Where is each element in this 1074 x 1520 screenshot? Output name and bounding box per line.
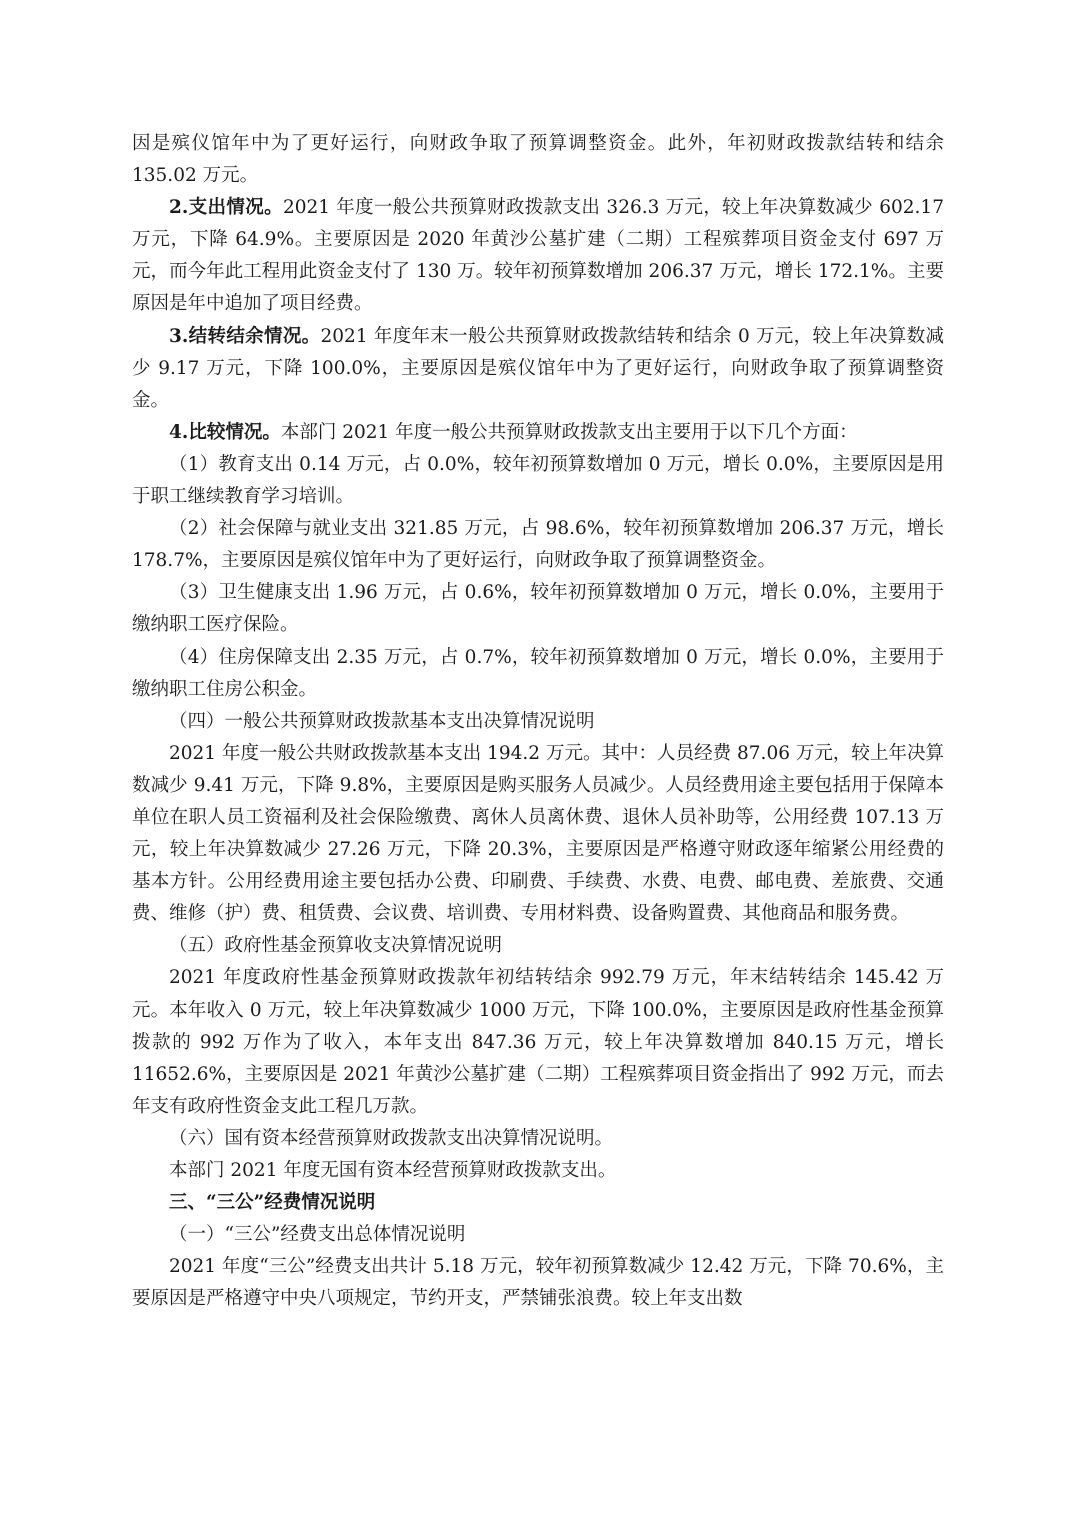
section-heading-basic-expenditure xyxy=(132,706,944,738)
paragraph-text: 本部门 2021 年度一般公共预算财政拨款支出主要用于以下几个方面： xyxy=(280,421,858,443)
document-page xyxy=(132,128,944,1315)
paragraph-lead: 三、“三公”经费情况说明 xyxy=(169,1192,376,1214)
paragraph-basic-expenditure xyxy=(132,738,944,931)
paragraph-text: 2021 年度一般公共预算财政拨款支出 326.3 万元，较上年决算数减少 602.17 万元，下降 64.9%。主要原因是 2020 年黄沙公墓扩建（二期）工程殡葬项目资金支付 697 万元，而今年此工程用此资金支付了 130 万。较年初预算数增加 206.37 万元，增长 172.1%。主要原因是年中追加了项目经费。 xyxy=(132,197,944,315)
paragraph-item-health xyxy=(132,577,944,641)
paragraph-text: （五）政府性基金预算收支决算情况说明 xyxy=(169,935,503,957)
paragraph-item-housing xyxy=(132,642,944,706)
paragraph-lead: 2.支出情况。 xyxy=(169,197,283,219)
paragraph-text: 2021 年度“三公”经费支出共计 5.18 万元，较年初预算数减少 12.42 万元，下降 70.6%，主要原因是严格遵守中央八项规定，节约开支，严禁铺张浪费。较上年支出数 xyxy=(132,1256,944,1310)
paragraph-text: 因是殡仪馆年中为了更好运行，向财政争取了预算调整资金。此外，年初财政拨款结转和结余 135.02 万元。 xyxy=(132,133,944,187)
paragraph-text: 2021 年度政府性基金预算财政拨款年初结转结余 992.79 万元，年末结转结余 145.42 万元。本年收入 0 万元，较上年决算数减少 1000 万元，下降 100.0%，主要原因是政府性基金预算拨款的 992 万作为了收入，本年支出 847.36 万元，较上年决算数增加 840.15 万元，增长 11652.6%，主要原因是 2021 年黄沙公墓扩建（二期）工程殡葬项目资金指出了 992 万元，而去年支有政府性资金支此工程几万款。 xyxy=(132,967,944,1117)
paragraph-text: （3）卫生健康支出 1.96 万元，占 0.6%，较年初预算数增加 0 万元，增长 0.0%，主要用于缴纳职工医疗保险。 xyxy=(132,582,944,636)
paragraph-text: （1）教育支出 0.14 万元，占 0.0%，较年初预算数增加 0 万元，增长 0.0%，主要原因是用于职工继续教育学习培训。 xyxy=(132,453,944,508)
paragraph-text: （4）住房保障支出 2.35 万元，占 0.7%，较年初预算数增加 0 万元，增长 0.0%，主要用于缴纳职工住房公积金。 xyxy=(132,646,944,700)
paragraph-text: （六）国有资本经营预算财政拨款支出决算情况说明。 xyxy=(169,1127,614,1149)
paragraph-text: （一）“三公”经费支出总体情况说明 xyxy=(169,1224,466,1246)
paragraph-expenditure xyxy=(132,192,944,320)
paragraph-lead: 3.结转结余情况。 xyxy=(169,325,321,347)
paragraph-continuation xyxy=(132,128,944,192)
section-heading-three-public-overall xyxy=(132,1219,944,1251)
paragraph-text: （2）社会保障与就业支出 321.85 万元，占 98.6%，较年初预算数增加 206.37 万元，增长 178.7%，主要原因是殡仪馆年中为了更好运行，向财政争取了预算调整资金。 xyxy=(132,518,944,572)
paragraph-comparison xyxy=(132,417,944,449)
section-heading-government-fund xyxy=(132,930,944,962)
paragraph-state-capital xyxy=(132,1155,944,1187)
paragraph-lead: 4.比较情况。 xyxy=(169,421,281,443)
paragraph-text: （四）一般公共预算财政拨款基本支出决算情况说明 xyxy=(169,710,595,732)
paragraph-text: 本部门 2021 年度无国有资本经营预算财政拨款支出。 xyxy=(169,1160,617,1181)
paragraph-text: 2021 年度年末一般公共预算财政拨款结转和结余 0 万元，较上年决算数减少 9.17 万元，下降 100.0%，主要原因是殡仪馆年中为了更好运行，向财政争取了预算调整资金。 xyxy=(132,325,944,411)
paragraph-three-public-overall xyxy=(132,1251,944,1315)
section-heading-state-capital xyxy=(132,1123,944,1155)
paragraph-carryover xyxy=(132,321,944,417)
paragraph-government-fund xyxy=(132,962,944,1122)
paragraph-item-social-security xyxy=(132,513,944,577)
paragraph-text: 2021 年度一般公共财政拨款基本支出 194.2 万元。其中：人员经费 87.06 万元，较上年决算数减少 9.41 万元，下降 9.8%，主要原因是购买服务人员减少。人员经费用途主要包括用于保障本单位在职人员工资福利及社会保险缴费、离休人员离休费、退休人员补助等，公用经费 107.13 万元，较上年决算数减少 27.26 万元，下降 20.3%，主要原因是严格遵守财政逐年缩紧公用经费的基本方针。公用经费用途主要包括办公费、印刷费、手续费、水费、电费、邮电费、差旅费、交通费、维修（护）费、租赁费、会议费、培训费、专用材料费、设备购置费、其他商品和服务费。 xyxy=(132,742,944,925)
paragraph-item-education xyxy=(132,449,944,513)
section-heading-three-public xyxy=(132,1187,944,1219)
